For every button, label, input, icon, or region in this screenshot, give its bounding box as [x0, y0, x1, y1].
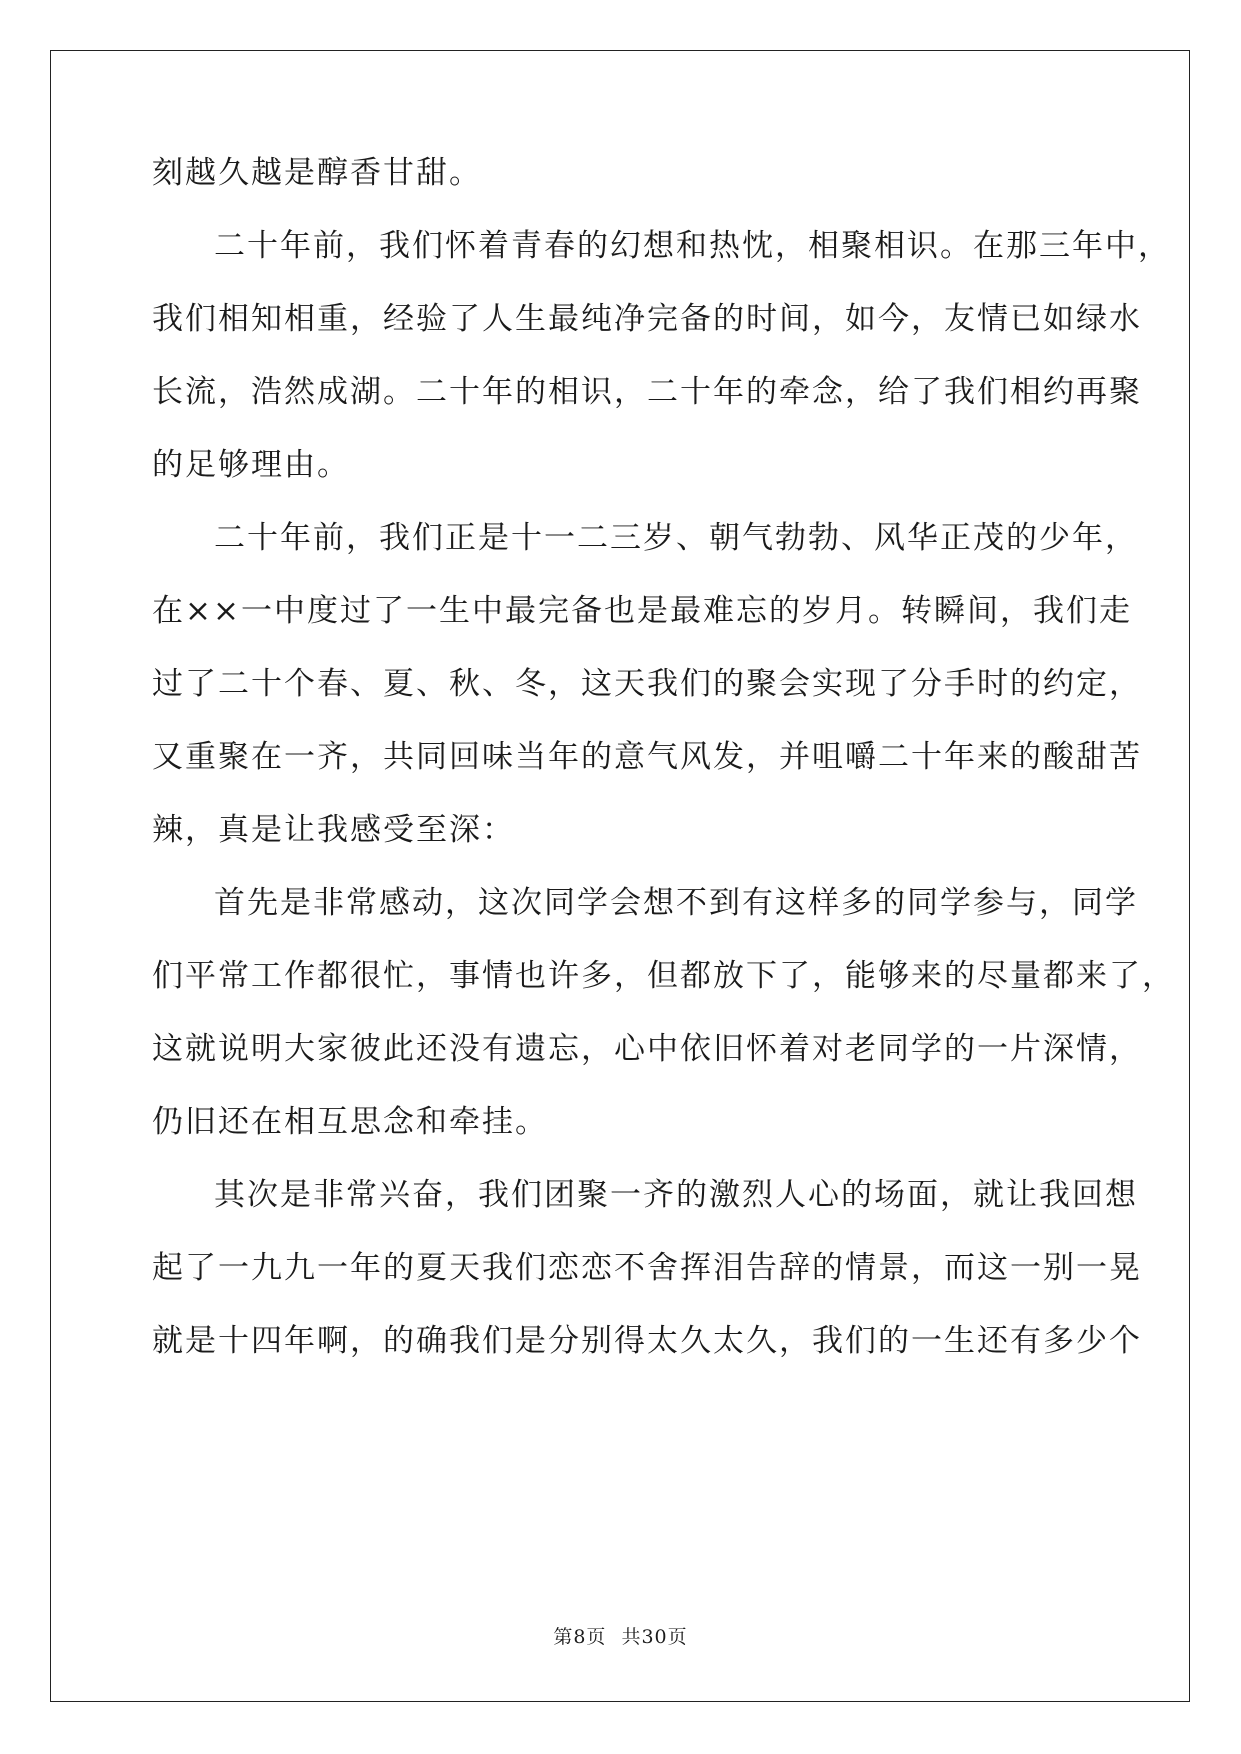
paragraph-start-line: 其次是非常兴奋，我们团聚一齐的激烈人心的场面，就让我回想	[214, 1177, 1138, 1213]
current-page-number: 第8页	[553, 1626, 607, 1648]
text-line: 又重聚在一齐，共同回味当年的意气风发，并咀嚼二十年来的酸甜苦	[152, 739, 1142, 775]
paragraph-start-line: 首先是非常感动，这次同学会想不到有这样多的同学参与，同学	[214, 885, 1138, 921]
text-line: 长流，浩然成湖。二十年的相识，二十年的牵念，给了我们相约再聚	[152, 374, 1142, 410]
text-line: 我们相知相重，经验了人生最纯净完备的时间，如今，友情已如绿水	[152, 301, 1142, 337]
text-line: 仍旧还在相互思念和牵挂。	[152, 1104, 548, 1140]
text-line: 起了一九九一年的夏天我们恋恋不舍挥泪告辞的情景，而这一别一晃	[152, 1250, 1142, 1286]
text-line: 的足够理由。	[152, 447, 350, 483]
paragraph-start-line: 二十年前，我们正是十一二三岁、朝气勃勃、风华正茂的少年，	[214, 520, 1138, 556]
text-line: 这就说明大家彼此还没有遗忘，心中依旧怀着对老同学的一片深情，	[152, 1031, 1142, 1067]
text-line: 在××一中度过了一生中最完备也是最难忘的岁月。转瞬间，我们走	[152, 593, 1132, 629]
text-line: 就是十四年啊，的确我们是分别得太久太久，我们的一生还有多少个	[152, 1323, 1142, 1359]
text-line: 辣，真是让我感受至深：	[152, 812, 515, 848]
page-footer	[0, 1622, 1241, 1649]
text-line: 过了二十个春、夏、秋、冬，这天我们的聚会实现了分手时的约定，	[152, 666, 1142, 702]
total-pages: 共30页	[621, 1626, 688, 1648]
text-line: 们平常工作都很忙，事情也许多，但都放下了，能够来的尽量都来了，	[152, 958, 1175, 994]
paragraph-start-line: 二十年前，我们怀着青春的幻想和热忱，相聚相识。在那三年中，	[214, 228, 1171, 264]
text-line: 刻越久越是醇香甘甜。	[152, 155, 482, 191]
page-border	[50, 50, 1190, 1702]
